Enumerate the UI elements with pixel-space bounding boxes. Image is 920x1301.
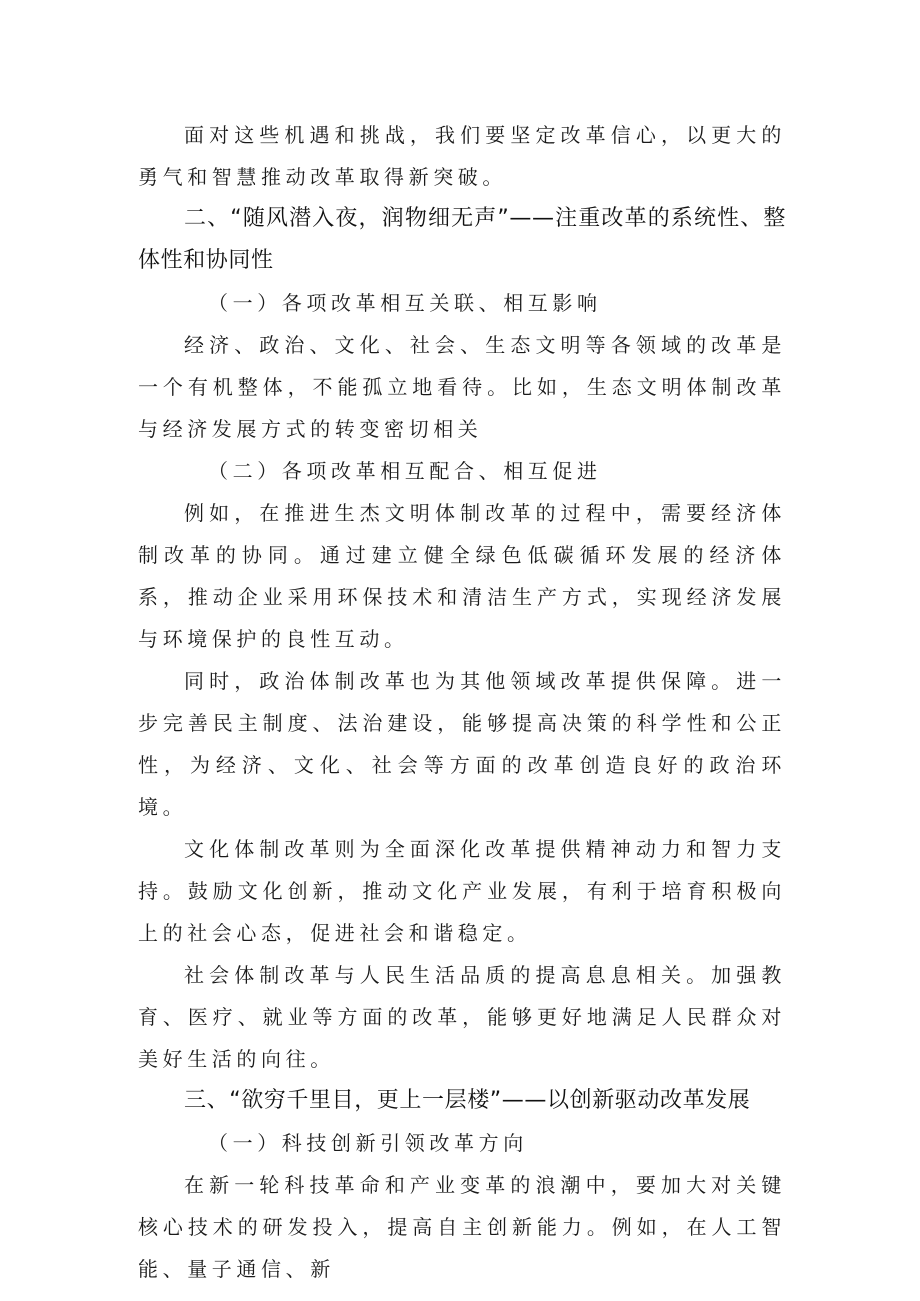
section-heading-3: 三、“欲穷千里目，更上一层楼”——以创新驱动改革发展	[184, 1088, 751, 1113]
paragraph-2-1: 经济、政治、文化、社会、生态文明等各领域的改革是一个有机整体，不能孤立地看待。比如，生态文明体制改革与经济发展方式的转变密切相关	[138, 333, 786, 441]
paragraph-2-2-c: 文化体制改革则为全面深化改革提供精神动力和智力支持。鼓励文化创新，推动文化产业发展，有利于培育积极向上的社会心态，促进社会和谐稳定。	[138, 837, 786, 945]
paragraph-intro: 面对这些机遇和挑战，我们要坚定改革信心，以更大的勇气和智慧推动改革取得新突破。	[138, 123, 786, 189]
section-heading-2: 二、“随风潜入夜，润物细无声”——注重改革的系统性、整体性和协同性	[138, 206, 786, 273]
paragraph-2-2-a: 例如，在推进生杰文明体制改革的过程中，需要经济体制改革的协同。通过建立健全绿色低碳循环发展的经济体系，推动企业采用环保技术和清洁生产方式，实现经济发展与环境保护的良性互动。	[138, 501, 786, 651]
paragraph-2-2-d: 社会体制改革与人民生活品质的提高息息相关。加强教育、医疗、就业等方面的改革，能够更好地满足人民群众对美好生活的向往。	[138, 963, 786, 1071]
subsection-heading-2-1: （一）各项改革相互关联、相互影响	[208, 291, 602, 315]
subsection-heading-3-1: （一）科技创新引领改革方向	[208, 1131, 528, 1155]
paragraph-3-1: 在新一轮科技革命和产业变革的浪潮中，要加大对关键核心技术的研发投入，提高自主创新能力。例如，在人工智能、量子通信、新	[138, 1173, 786, 1281]
paragraph-2-2-b: 同时，政治体制改革也为其他领域改革提供保障。进一步完善民主制度、法治建设，能够提高决策的科学性和公正性，为经济、文化、社会等方面的改革创造良好的政治环境。	[138, 669, 786, 819]
subsection-heading-2-2: （二）各项改革相互配合、相互促进	[208, 459, 602, 483]
document-body	[138, 114, 786, 1290]
